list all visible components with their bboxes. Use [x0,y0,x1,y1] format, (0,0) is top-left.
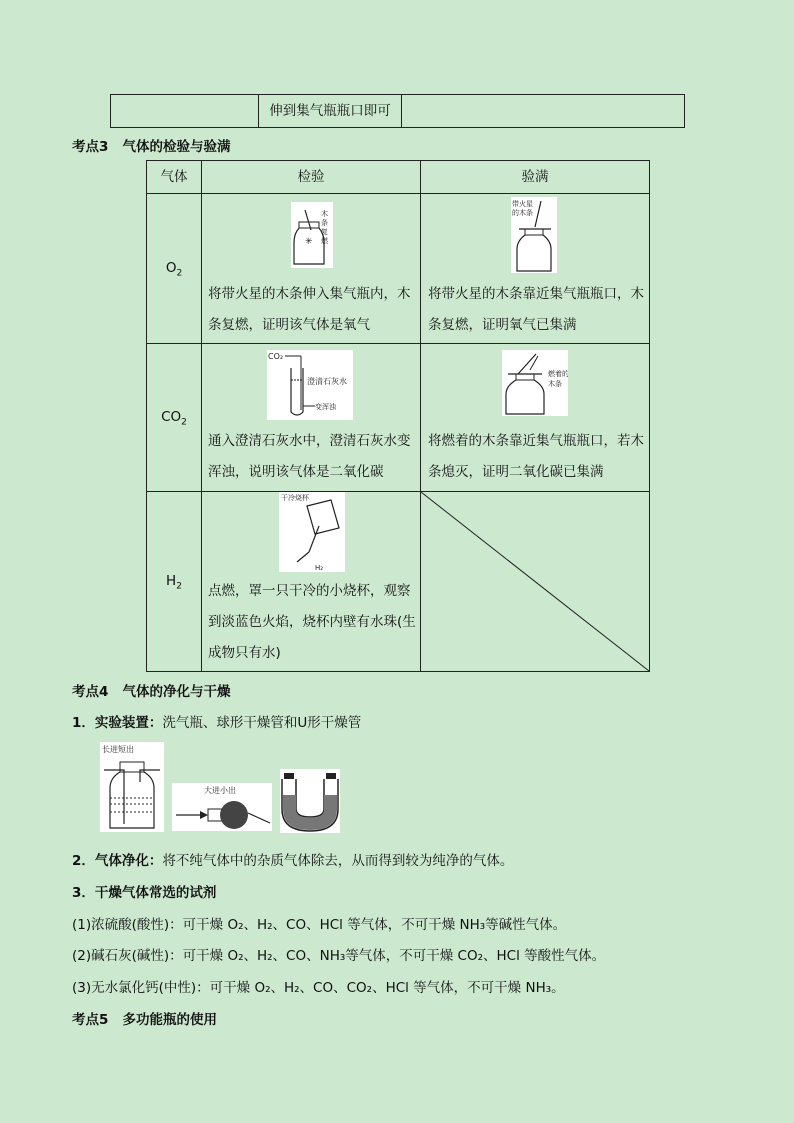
empty-cell-diagonal [421,492,649,671]
reagent-line-1: (1)浓硫酸(酸性)：可干燥 O₂、H₂、CO、HCl 等气体，不可干燥 NH₃等碱性气体。 [72,917,567,933]
reagent-line-2: (2)碱石灰(碱性)：可干燥 O₂、H₂、CO、NH₃等气体，不可干燥 CO₂、HCl 等酸性气体。 [72,948,606,964]
co2-test-figure [267,350,353,420]
item1 [72,711,361,731]
top-table-cell-empty-2 [402,95,685,128]
svg-text:木条: 木条 [548,380,562,388]
section3-num: 考点3 [72,139,109,155]
svg-text:的木条: 的木条 [512,209,533,217]
item1-text: 洗气瓶、球形干燥管和U形干燥管 [162,715,362,731]
o2-test-fig-label: 木 [321,210,328,218]
co2-full-figure [502,350,568,416]
item3-label: 3．干燥气体常选的试剂 [72,885,217,901]
item1-label: 1．实验装置： [72,715,163,731]
svg-text:条: 条 [321,219,328,227]
gas-h2: $H_2$ [166,573,182,592]
gas-o2: $O_2$ [165,260,183,279]
section4-title: 气体的净化与干燥 [122,684,231,700]
gas-test-table [146,160,650,672]
svg-text:复: 复 [321,228,328,236]
section5-heading [72,1008,217,1028]
svg-text:大进小出: 大进小出 [204,786,236,795]
o2-full-text: 将带火星的木条靠近集气瓶瓶口，木条复燃，证明氧气已集满 [428,286,644,333]
header-full: 验满 [521,169,549,185]
section4-heading [72,680,231,700]
svg-text:H₂: H₂ [315,564,324,572]
section3-title: 气体的检验与验满 [122,139,231,155]
h2-test-figure [279,492,345,572]
o2-test-text: 将带火星的木条伸入集气瓶内，木条复燃，证明该气体是氧气 [208,286,411,333]
svg-text:长进短出: 长进短出 [102,745,134,754]
item2-text: 将不纯气体中的杂质气体除去，从而得到较为纯净的气体。 [162,853,514,869]
top-table-cell-text: 伸到集气瓶瓶口即可 [259,95,402,128]
section4-num: 考点4 [72,684,109,700]
svg-text:燃着的: 燃着的 [548,370,568,378]
svg-text:✳: ✳ [305,237,313,247]
svg-text:带火星: 带火星 [512,200,533,208]
svg-text:变浑浊: 变浑浊 [315,403,336,411]
u-tube-figure [280,769,340,833]
svg-text:CO₂: CO₂ [268,352,284,361]
co2-full-text: 将燃着的木条靠近集气瓶瓶口，若木条熄灭，证明二氧化碳已集满 [428,433,644,480]
o2-test-figure [291,202,333,268]
item2 [72,849,513,869]
wash-bottle-figure [100,742,164,832]
item2-label: 2．气体净化： [72,853,163,869]
section5-num: 考点5 [72,1012,109,1028]
co2-test-text: 通入澄清石灰水中，澄清石灰水变浑浊，说明该气体是二氧化碳 [208,433,411,480]
svg-text:澄清石灰水: 澄清石灰水 [307,377,347,386]
top-table [110,94,685,128]
header-gas: 气体 [160,169,188,185]
section5-title: 多功能瓶的使用 [122,1012,218,1028]
h2-test-text: 点燃，罩一只干冷的小烧杯，观察到淡蓝色火焰，烧杯内壁有水珠(生成物只有水) [208,583,416,661]
gas-co2: $CO_2$ [161,409,187,428]
top-table-cell-empty [111,95,259,128]
svg-text:燃: 燃 [321,237,328,245]
reagent-line-3: (3)无水氯化钙(中性)：可干燥 O₂、H₂、CO、CO₂、HCl 等气体，不可干燥 NH₃。 [72,980,565,996]
drying-tube-figure [172,783,272,831]
section3-heading [72,135,231,155]
svg-text:干冷烧杯: 干冷烧杯 [281,494,309,502]
header-test: 检验 [297,169,325,185]
o2-full-figure [511,197,557,273]
